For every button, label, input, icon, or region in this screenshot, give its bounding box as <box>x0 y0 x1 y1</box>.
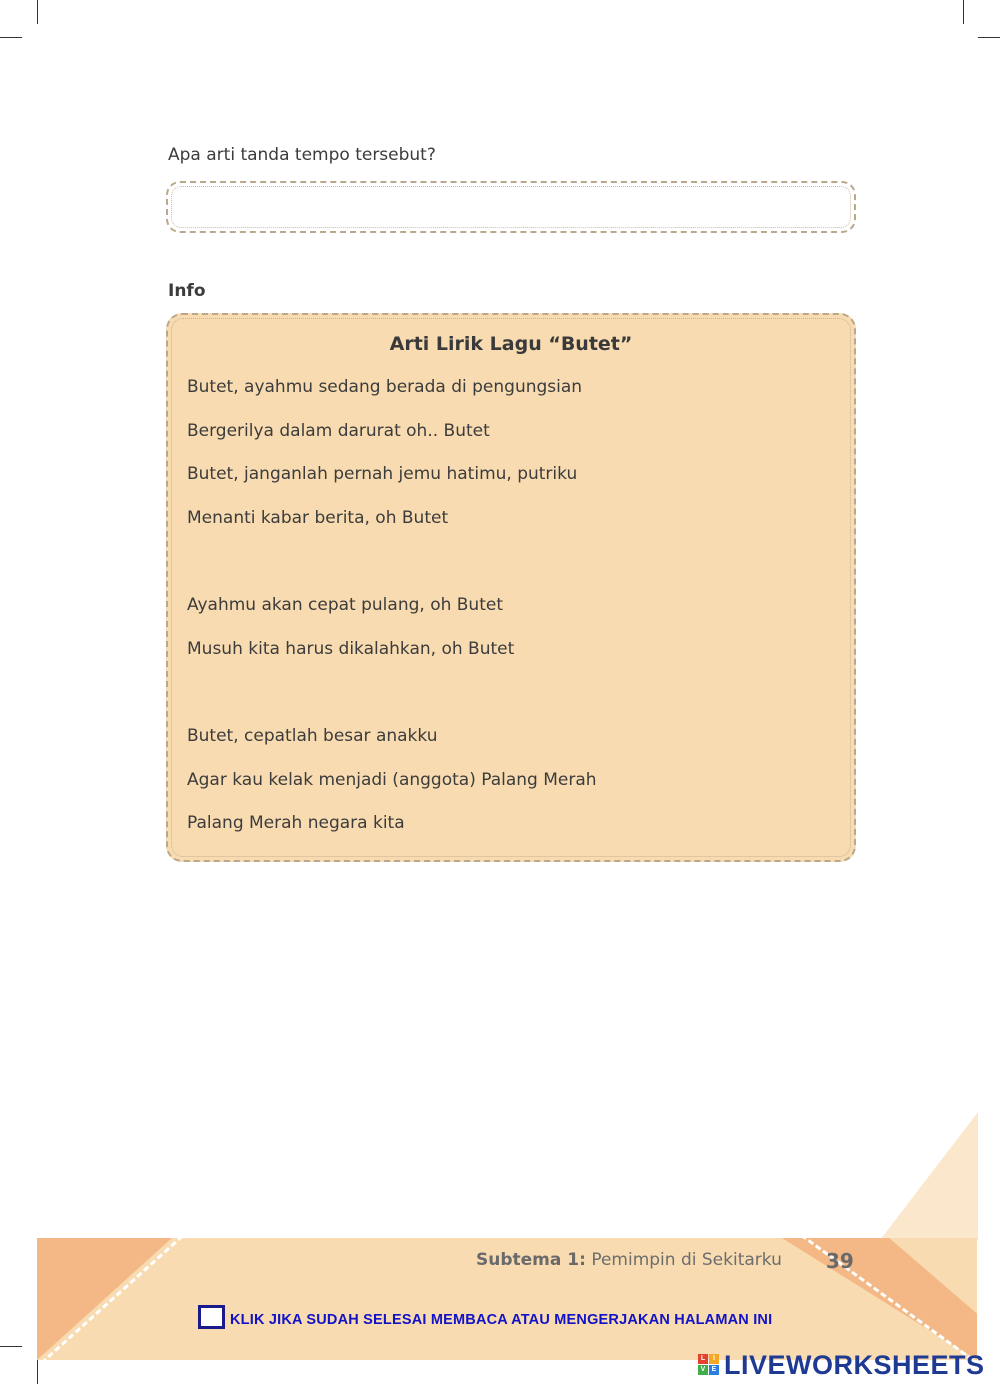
crop-mark <box>0 1346 22 1347</box>
lyric-line: Bergerilya dalam darurat oh.. Butet <box>187 421 490 441</box>
info-box <box>166 313 856 862</box>
crop-mark <box>0 37 22 38</box>
subtema-label: Subtema 1: <box>476 1250 586 1270</box>
lyric-line: Menanti kabar berita, oh Butet <box>187 508 449 528</box>
logo-letter: V <box>698 1365 708 1375</box>
lyric-line: Ayahmu akan cepat pulang, oh Butet <box>187 595 503 615</box>
logo-letter: L <box>698 1354 708 1364</box>
info-label: Info <box>168 281 206 301</box>
liveworksheets-logo-icon <box>698 1354 720 1376</box>
lyric-line: Butet, janganlah pernah jemu hatimu, putriku <box>187 464 578 484</box>
answer-box <box>166 181 856 233</box>
lyric-line: Butet, ayahmu sedang berada di pengungsian <box>187 377 583 397</box>
subtema-text <box>476 1250 782 1270</box>
decorative-triangle <box>880 1112 978 1240</box>
crop-mark <box>37 1360 38 1384</box>
footer-left-corner <box>37 1238 172 1360</box>
logo-letter: E <box>709 1365 719 1375</box>
info-title: Arti Lirik Lagu “Butet” <box>389 333 633 355</box>
lyric-line: Palang Merah negara kita <box>187 813 405 833</box>
page-number: 39 <box>826 1249 854 1273</box>
crop-mark <box>963 0 964 24</box>
liveworksheets-brand: LIVEWORKSHEETS <box>724 1350 985 1380</box>
answer-input[interactable] <box>182 191 841 225</box>
subtema-title: Pemimpin di Sekitarku <box>591 1250 782 1270</box>
completion-text: KLIK JIKA SUDAH SELESAI MEMBACA ATAU MENGERJAKAN HALAMAN INI <box>230 1312 773 1328</box>
lyric-line: Agar kau kelak menjadi (anggota) Palang Merah <box>187 770 597 790</box>
completion-checkbox[interactable] <box>198 1305 225 1329</box>
crop-mark <box>37 0 38 24</box>
crop-mark <box>978 37 1000 38</box>
lyric-line: Butet, cepatlah besar anakku <box>187 726 438 746</box>
lyric-line: Musuh kita harus dikalahkan, oh Butet <box>187 639 515 659</box>
question-label: Apa arti tanda tempo tersebut? <box>168 145 436 165</box>
logo-letter: I <box>709 1354 719 1364</box>
